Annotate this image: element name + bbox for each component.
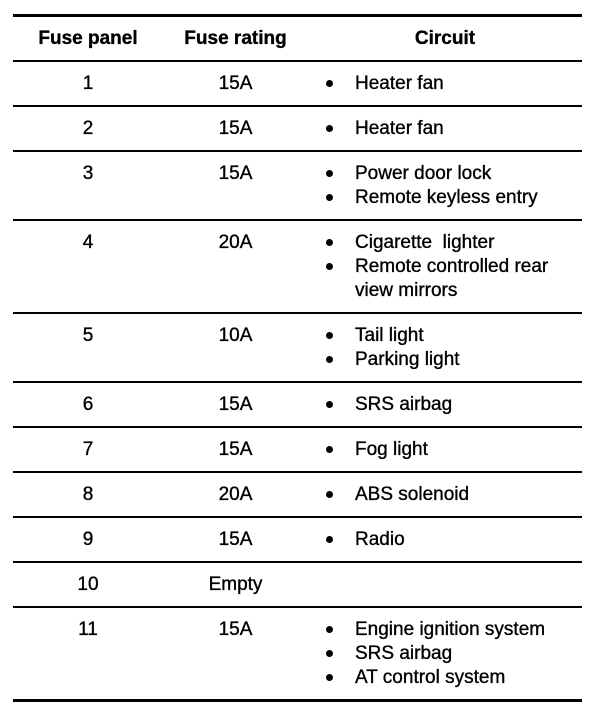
table-row-fuse-9: [13, 516, 582, 561]
circuit-list-item: [326, 162, 582, 186]
table-row-fuse-2: [13, 105, 582, 150]
circuit-list: [308, 162, 582, 210]
fuse-rating: 20A: [218, 484, 253, 505]
fuse-number: 3: [82, 163, 94, 184]
bullet-icon: [326, 125, 333, 132]
bullet-icon: [326, 446, 333, 453]
circuit-label: Remote keyless entry: [355, 187, 538, 208]
circuit-label: Cigarette lighter: [355, 232, 495, 253]
bullet-icon: [326, 239, 333, 246]
circuit-label: SRS airbag: [355, 394, 453, 415]
fuse-number: 5: [82, 325, 94, 346]
fuse-rating: 20A: [218, 232, 253, 253]
circuit-list-item: [326, 117, 582, 141]
fuse-number: 4: [82, 232, 94, 253]
circuit-label: Engine ignition system: [355, 619, 546, 640]
fuse-number: 11: [78, 619, 98, 640]
fuse-rating: 15A: [218, 529, 253, 550]
bullet-icon: [326, 356, 333, 363]
table-row-fuse-8: [13, 471, 582, 516]
circuit-list: [308, 324, 582, 372]
bullet-icon: [326, 332, 333, 339]
circuit-list-item: [326, 618, 582, 642]
circuit-label: SRS airbag: [355, 643, 453, 664]
circuit-list-item: [326, 348, 582, 372]
table-row-fuse-5: [13, 312, 582, 381]
table-row-fuse-7: [13, 426, 582, 471]
bullet-icon: [326, 650, 333, 657]
fuse-rating: 15A: [218, 619, 253, 640]
fuse-rating: Empty: [208, 574, 263, 595]
fuse-panel-table: [13, 14, 582, 702]
circuit-list-item: [326, 666, 582, 690]
circuit-label: Heater fan: [355, 73, 444, 94]
bullet-icon: [326, 491, 333, 498]
circuit-list-item: [326, 255, 582, 303]
column-header-circuit: Circuit: [414, 28, 476, 49]
table-row-fuse-11: [13, 606, 582, 699]
circuit-label: Tail light: [355, 325, 424, 346]
column-header-fuse-rating: Fuse rating: [184, 28, 287, 49]
circuit-list-empty: [308, 573, 582, 597]
fuse-number: 8: [82, 484, 94, 505]
bullet-icon: [326, 194, 333, 201]
fuse-rating: 15A: [218, 394, 253, 415]
column-header-fuse-panel: Fuse panel: [38, 28, 138, 49]
table-row-fuse-3: [13, 150, 582, 219]
fuse-number: 10: [77, 574, 99, 595]
bullet-icon: [326, 626, 333, 633]
bullet-icon: [326, 536, 333, 543]
circuit-label: Power door lock: [355, 163, 492, 184]
fuse-number: 1: [82, 73, 94, 94]
table-header-row: [13, 17, 582, 60]
fuse-rating: 10A: [218, 325, 253, 346]
circuit-list: [308, 528, 582, 552]
table-row-fuse-6: [13, 381, 582, 426]
circuit-list: [308, 72, 582, 96]
circuit-list: [308, 231, 582, 303]
table-row-fuse-10: [13, 561, 582, 606]
circuit-label: Fog light: [355, 439, 428, 460]
circuit-list-item: [326, 642, 582, 666]
circuit-list: [308, 618, 582, 690]
fuse-rating: 15A: [218, 163, 253, 184]
circuit-list: [308, 438, 582, 462]
circuit-list: [308, 117, 582, 141]
circuit-label: Parking light: [355, 349, 460, 370]
bullet-icon: [326, 170, 333, 177]
circuit-label: Heater fan: [355, 118, 444, 139]
table-row-fuse-1: [13, 60, 582, 105]
circuit-list: [308, 483, 582, 507]
circuit-list-item: [326, 393, 582, 417]
bullet-icon: [326, 80, 333, 87]
fuse-rating: 15A: [218, 73, 253, 94]
circuit-list-item: [326, 72, 582, 96]
fuse-number: 2: [82, 118, 94, 139]
circuit-label: Remote controlled rear view mirrors: [355, 256, 554, 301]
circuit-list-item: [326, 438, 582, 462]
circuit-list-item: [326, 483, 582, 507]
circuit-label: AT control system: [355, 667, 506, 688]
bullet-icon: [326, 674, 333, 681]
fuse-number: 7: [82, 439, 94, 460]
fuse-rating: 15A: [218, 439, 253, 460]
circuit-label: Radio: [355, 529, 405, 550]
fuse-rating: 15A: [218, 118, 253, 139]
bullet-icon: [326, 263, 333, 270]
circuit-list-item: [326, 528, 582, 552]
fuse-number: 9: [82, 529, 94, 550]
bullet-icon: [326, 401, 333, 408]
circuit-label: ABS solenoid: [355, 484, 470, 505]
circuit-list-item: [326, 231, 582, 255]
fuse-number: 6: [82, 394, 94, 415]
circuit-list-item: [326, 324, 582, 348]
circuit-list: [308, 393, 582, 417]
circuit-list-item: [326, 186, 582, 210]
table-row-fuse-4: [13, 219, 582, 312]
